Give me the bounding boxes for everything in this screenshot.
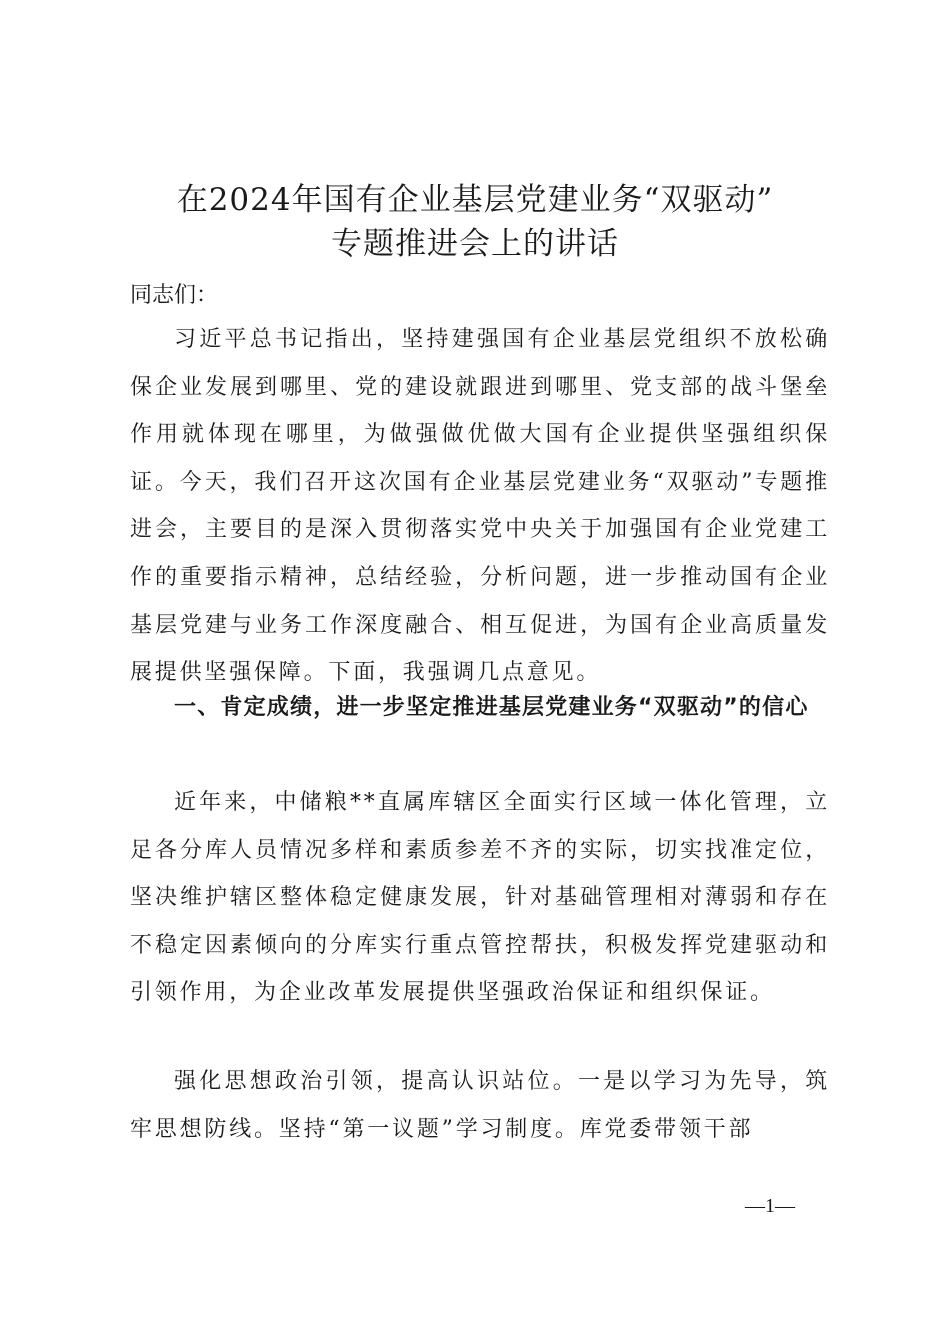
page-number: —1—	[745, 1195, 795, 1217]
document-title-line-1: 在2024年国有企业基层党建业务“双驱动”	[176, 182, 774, 218]
paragraph-achievements: 近年来，中储粮**直属库辖区全面实行区域一体化管理，立足各分库人员情况多样和素质参差不齐的实际，切实找准定位，坚决维护辖区整体稳定健康发展，针对基础管理相对薄弱和存在不稳定因素倾向的分库实行重点管控帮扶，积极发挥党建驱动和引领作用，为企业改革发展提供坚强政治保证和组织保证。	[130, 790, 830, 1006]
salutation: 同志们：	[130, 283, 219, 308]
paragraph-intro: 习近平总书记指出，坚持建强国有企业基层党组织不放松确保企业发展到哪里、党的建设就跟进到哪里、党支部的战斗堡垒作用就体现在哪里，为做强做优做大国有企业提供坚强组织保证。今天，我们召开这次国有企业基层党建业务“双驱动”专题推进会，主要目的是深入贯彻落实党中央关于加强国有企业党建工作的重要指示精神，总结经验，分析问题，进一步推动国有企业基层党建与业务工作深度融合、相互促进，为国有企业高质量发展提供坚强保障。下面，我强调几点意见。	[130, 327, 830, 686]
section-heading-1: 一、肯定成绩，进一步坚定推进基层党建业务“双驱动”的信心	[174, 695, 809, 720]
paragraph-political-guidance: 强化思想政治引领，提高认识站位。一是以学习为先导，筑牢思想防线。坚持“第一议题”学习制度。库党委带领干部	[130, 1069, 830, 1142]
document-title-line-2: 专题推进会上的讲话	[331, 226, 619, 262]
